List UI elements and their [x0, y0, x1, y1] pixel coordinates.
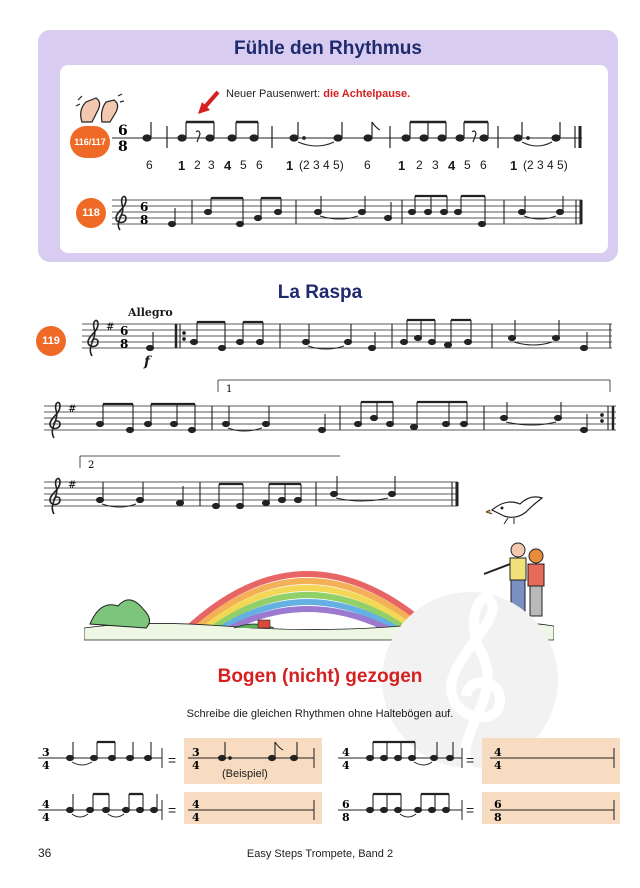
- ex4-ans-time-top: 6: [494, 798, 502, 811]
- count-1d: 1: [510, 158, 518, 173]
- count-4a: 4: [224, 158, 232, 173]
- treble-clef-icon: [50, 479, 60, 514]
- counting-row: [146, 158, 586, 174]
- staff-118-notes: [169, 196, 582, 227]
- time-sig-top: 6: [120, 324, 129, 338]
- volta-2-label: 2: [88, 460, 95, 471]
- treble-clef-icon: [116, 197, 126, 230]
- count-hold-b: (2 3 4 5): [523, 158, 568, 172]
- staff-118: [112, 194, 587, 234]
- section-title-la-raspa: La Raspa: [277, 282, 363, 303]
- staff-119-line3: [44, 454, 464, 520]
- count-1c: 1: [398, 158, 406, 173]
- intro-highlight: die Achtelpause.: [323, 88, 411, 100]
- staff-119-line2: [44, 378, 624, 444]
- section-title-bogen: Bogen (nicht) gezogen: [217, 666, 423, 687]
- rhythm-staff-1: [112, 118, 587, 158]
- ex4-ans-time-bottom: 8: [494, 811, 502, 824]
- staff-119-line1: [82, 316, 622, 360]
- volta-1-label: 1: [226, 384, 233, 395]
- rhythm-notes: [143, 122, 580, 148]
- ex1-ans-time-top: 3: [192, 746, 200, 759]
- tie-exercises: [38, 740, 624, 830]
- count-2c: 2: [416, 158, 423, 172]
- key-sig-sharp: #: [106, 322, 115, 333]
- count-hold-a: (2 3 4 5): [299, 158, 344, 172]
- count-2a: 2: [194, 158, 201, 172]
- count-6a: 6: [146, 158, 153, 172]
- book-title: Easy Steps Trompete, Band 2: [246, 848, 394, 860]
- exercise-badge-116-117: 116/117: [70, 126, 110, 158]
- time-sig-bottom: 8: [120, 337, 129, 351]
- tempo-marking: Allegro: [128, 306, 173, 319]
- count-5a: 5: [240, 158, 247, 172]
- ex3-time-top: 4: [42, 798, 50, 811]
- ex1-ans-time-bottom: 4: [192, 759, 200, 772]
- page-number: 36: [38, 846, 52, 860]
- dynamic-marking: f: [144, 354, 151, 370]
- ex3-ans-time-bottom: 4: [192, 811, 200, 824]
- equals-2: =: [466, 752, 475, 768]
- intro-text: [226, 88, 410, 100]
- instruction-text: Schreibe die gleichen Rhythmen ohne Haltebögen auf.: [186, 708, 454, 720]
- count-1b: 1: [286, 158, 294, 173]
- arrow-icon: [196, 90, 222, 118]
- count-6c: 6: [364, 158, 371, 172]
- count-3a: 3: [208, 158, 215, 172]
- exercise-badge-119: 119: [36, 326, 66, 356]
- equals-3: =: [168, 802, 177, 818]
- equals-1: =: [168, 752, 177, 768]
- equals-4: =: [466, 802, 475, 818]
- time-sig-bottom: 8: [118, 139, 128, 155]
- ex2-ans-time-top: 4: [494, 746, 502, 759]
- count-3c: 3: [432, 158, 439, 172]
- intro-prefix: Neuer Pausenwert:: [226, 88, 324, 100]
- ex4-time-top: 6: [342, 798, 350, 811]
- count-1a: 1: [178, 158, 186, 173]
- treble-clef-icon: [50, 403, 60, 438]
- ex2-time-bottom: 4: [342, 759, 350, 772]
- key-sig-sharp: #: [68, 480, 77, 491]
- ex3-ans-time-top: 4: [192, 798, 200, 811]
- ex3-time-bottom: 4: [42, 811, 50, 824]
- example-label: (Beispiel): [222, 768, 268, 780]
- exercise-badge-118: 118: [76, 198, 106, 228]
- ex2-ans-time-bottom: 4: [494, 759, 502, 772]
- treble-clef-icon: [88, 321, 98, 356]
- time-sig-bottom: 8: [140, 213, 149, 227]
- time-sig-top: 6: [140, 200, 149, 214]
- bird-icon: [486, 490, 550, 526]
- ex1-time-bottom: 4: [42, 759, 50, 772]
- ex1-time-top: 3: [42, 746, 50, 759]
- count-6d: 6: [480, 158, 487, 172]
- ex2-time-top: 4: [342, 746, 350, 759]
- time-sig-top: 6: [118, 123, 128, 139]
- key-sig-sharp: #: [68, 404, 77, 415]
- ex4-time-bottom: 8: [342, 811, 350, 824]
- count-6b: 6: [256, 158, 263, 172]
- count-5c: 5: [464, 158, 471, 172]
- section-title-rhythm: Fühle den Rhythmus: [234, 38, 422, 59]
- count-4c: 4: [448, 158, 456, 173]
